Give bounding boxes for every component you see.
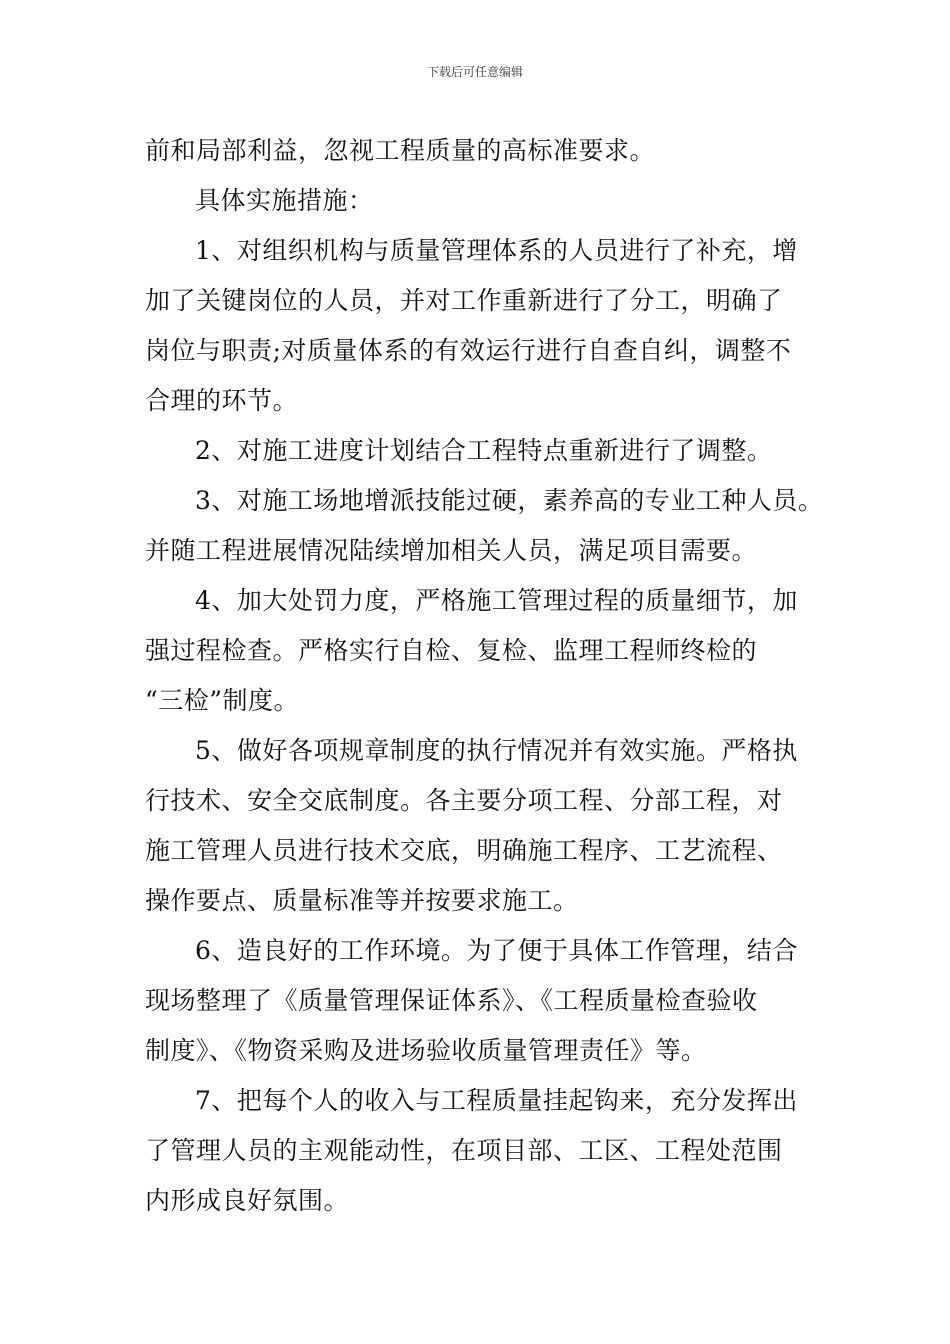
- text-line: 5、做好各项规章制度的执行情况并有效实施。严格执: [195, 736, 798, 765]
- text-line: 操作要点、质量标准等并按要求施工。: [145, 886, 579, 915]
- text-line: 并随工程进展情况陆续增加相关人员，满足项目需要。: [145, 536, 758, 565]
- text-line: 合理的环节。: [145, 386, 299, 415]
- text-line: 3、对施工场地增派技能过硬，素养高的专业工种人员。: [195, 486, 824, 515]
- text-line: 4、加大处罚力度，严格施工管理过程的质量细节，加: [195, 586, 798, 615]
- text-line: 现场整理了《质量管理保证体系》、《工程质量检查验收: [145, 986, 758, 1015]
- text-line: 7、把每个人的收入与工程质量挂起钩来，充分发挥出: [195, 1086, 798, 1115]
- text-line: 制度》、《物资采购及进场验收质量管理责任》等。: [145, 1036, 707, 1065]
- text-line: 6、造良好的工作环境。为了便于具体工作管理，结合: [195, 936, 798, 965]
- text-line: 加了关键岗位的人员，并对工作重新进行了分工，明确了: [145, 286, 783, 315]
- text-line: 内形成良好氛围。: [145, 1186, 350, 1215]
- text-line: 施工管理人员进行技术交底，明确施工程序、工艺流程、: [145, 836, 783, 865]
- page-header: 下载后可任意编辑: [426, 65, 523, 79]
- text-line: 具体实施措施：: [195, 186, 374, 215]
- text-line: 了管理人员的主观能动性，在项目部、工区、工程处范围: [145, 1136, 783, 1165]
- text-line: 强过程检查。严格实行自检、复检、监理工程师终检的: [145, 636, 758, 665]
- text-line: “三检”制度。: [145, 686, 300, 715]
- text-line: 行技术、安全交底制度。各主要分项工程、分部工程，对: [145, 786, 783, 815]
- text-line: 前和局部利益，忽视工程质量的高标准要求。: [145, 136, 656, 165]
- document-body: [145, 126, 824, 1226]
- text-line: 1、对组织机构与质量管理体系的人员进行了补充，增: [195, 236, 798, 265]
- text-line: 岗位与职责;对质量体系的有效运行进行自查自纠，调整不: [145, 336, 792, 365]
- text-line: 2、对施工进度计划结合工程特点重新进行了调整。: [195, 436, 773, 465]
